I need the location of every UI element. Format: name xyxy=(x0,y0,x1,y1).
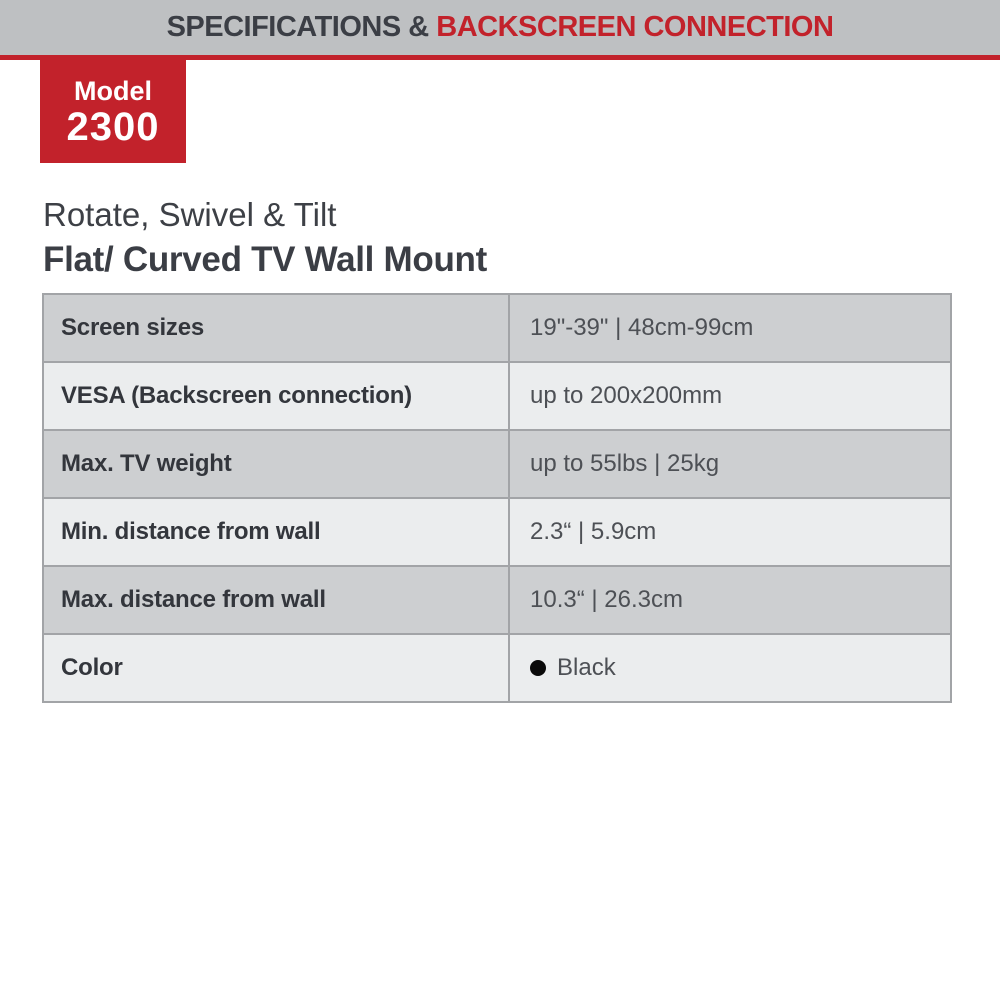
spec-label: Max. distance from wall xyxy=(43,566,509,634)
spec-row xyxy=(43,566,951,634)
spec-label: Screen sizes xyxy=(43,294,509,362)
spec-row xyxy=(43,362,951,430)
spec-label: Min. distance from wall xyxy=(43,498,509,566)
spec-value: Black xyxy=(509,634,951,702)
product-titles xyxy=(43,193,943,283)
header-title-primary: SPECIFICATIONS & xyxy=(166,11,437,43)
spec-value: up to 200x200mm xyxy=(509,362,951,430)
spec-label: Color xyxy=(43,634,509,702)
spec-table xyxy=(42,293,952,703)
spec-value: 2.3“ | 5.9cm xyxy=(509,498,951,566)
model-badge-label: Model xyxy=(74,75,152,106)
spec-row xyxy=(43,634,951,702)
model-badge-number: 2300 xyxy=(66,104,160,149)
spec-row xyxy=(43,430,951,498)
spec-label: VESA (Backscreen connection) xyxy=(43,362,509,430)
spec-value: 10.3“ | 26.3cm xyxy=(509,566,951,634)
model-badge xyxy=(40,60,186,163)
spec-row xyxy=(43,498,951,566)
spec-value: up to 55lbs | 25kg xyxy=(509,430,951,498)
spec-value: 19"-39" | 48cm-99cm xyxy=(509,294,951,362)
spec-label: Max. TV weight xyxy=(43,430,509,498)
header-bar xyxy=(0,0,1000,55)
product-subtitle: Rotate, Swivel & Tilt xyxy=(43,196,337,233)
product-title: Flat/ Curved TV Wall Mount xyxy=(43,240,487,279)
black-color-swatch-icon xyxy=(530,660,546,676)
spec-table-body xyxy=(43,294,951,702)
spec-row xyxy=(43,294,951,362)
header-title-accent: BACKSCREEN CONNECTION xyxy=(436,11,834,43)
